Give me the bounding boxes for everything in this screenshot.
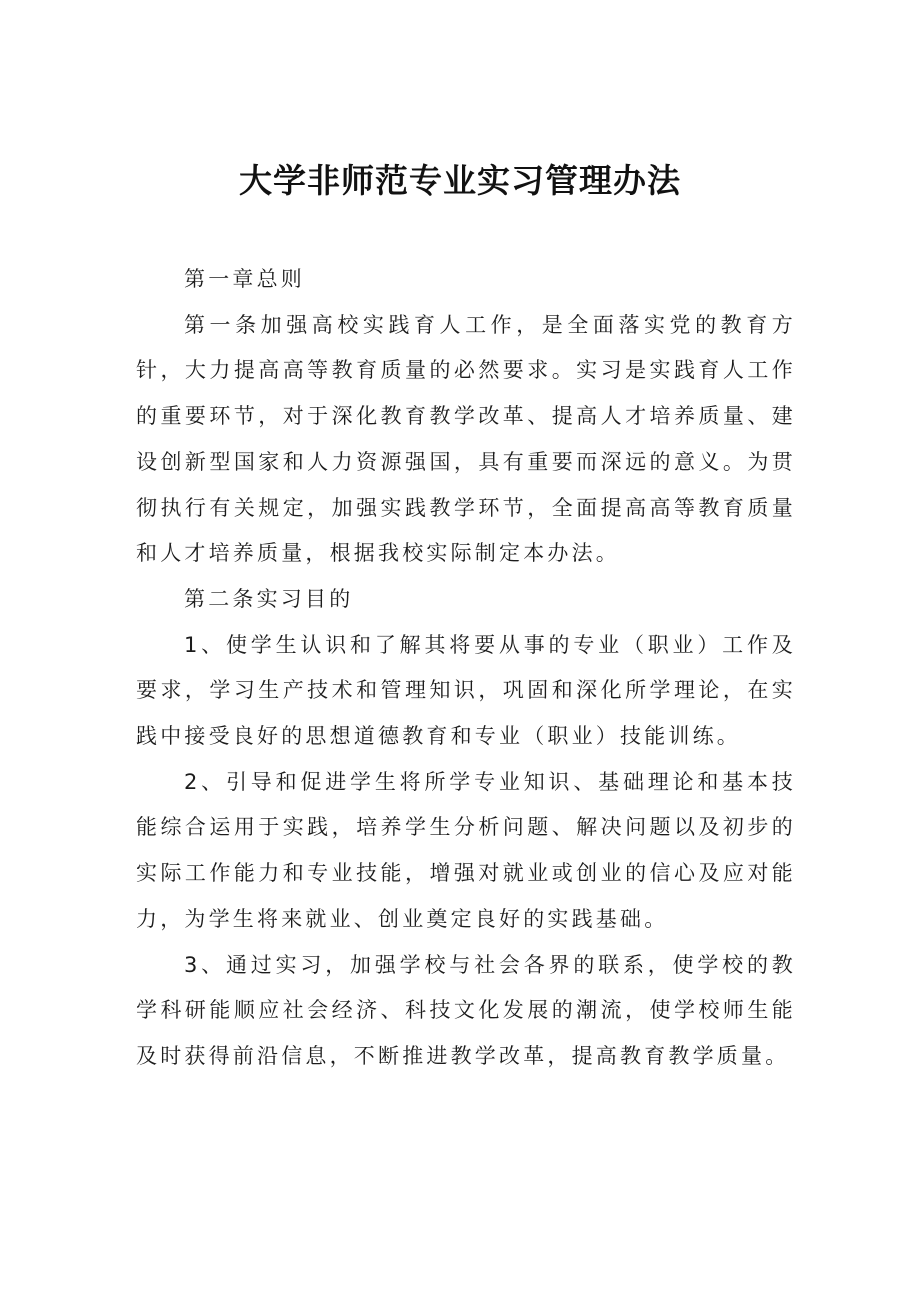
article-2-heading: 第二条实习目的 bbox=[184, 586, 354, 611]
document-body bbox=[136, 257, 796, 1080]
article-2-item-1: 1、使学生认识和了解其将要从事的专业（职业）工作及要求，学习生产技术和管理知识，巩固和深化所学理论，在实践中接受良好的思想道德教育和专业（职业）技能训练。 bbox=[136, 632, 796, 749]
article-2-item-2: 2、引导和促进学生将所学专业知识、基础理论和基本技能综合运用于实践，培养学生分析问题、解决问题以及初步的实际工作能力和专业技能，增强对就业或创业的信心及应对能力，为学生将来就业、创业奠定良好的实践基础。 bbox=[136, 769, 796, 931]
document-title: 大学非师范专业实习管理办法 bbox=[239, 161, 681, 200]
chapter-heading: 第一章总则 bbox=[184, 267, 305, 291]
article-1-paragraph: 第一条加强高校实践育人工作，是全面落实党的教育方针，大力提高高等教育质量的必然要求。实习是实践育人工作的重要环节，对于深化教育教学改革、提高人才培养质量、建设创新型国家和人力资源强国，具有重要而深远的意义。为贯彻执行有关规定，加强实践教学环节，全面提高高等教育质量和人才培养质量，根据我校实际制定本办法。 bbox=[136, 312, 796, 566]
article-2-item-3: 3、通过实习，加强学校与社会各界的联系，使学校的教学科研能顺应社会经济、科技文化发展的潮流，使学校师生能及时获得前沿信息，不断推进教学改革，提高教育教学质量。 bbox=[136, 952, 796, 1068]
